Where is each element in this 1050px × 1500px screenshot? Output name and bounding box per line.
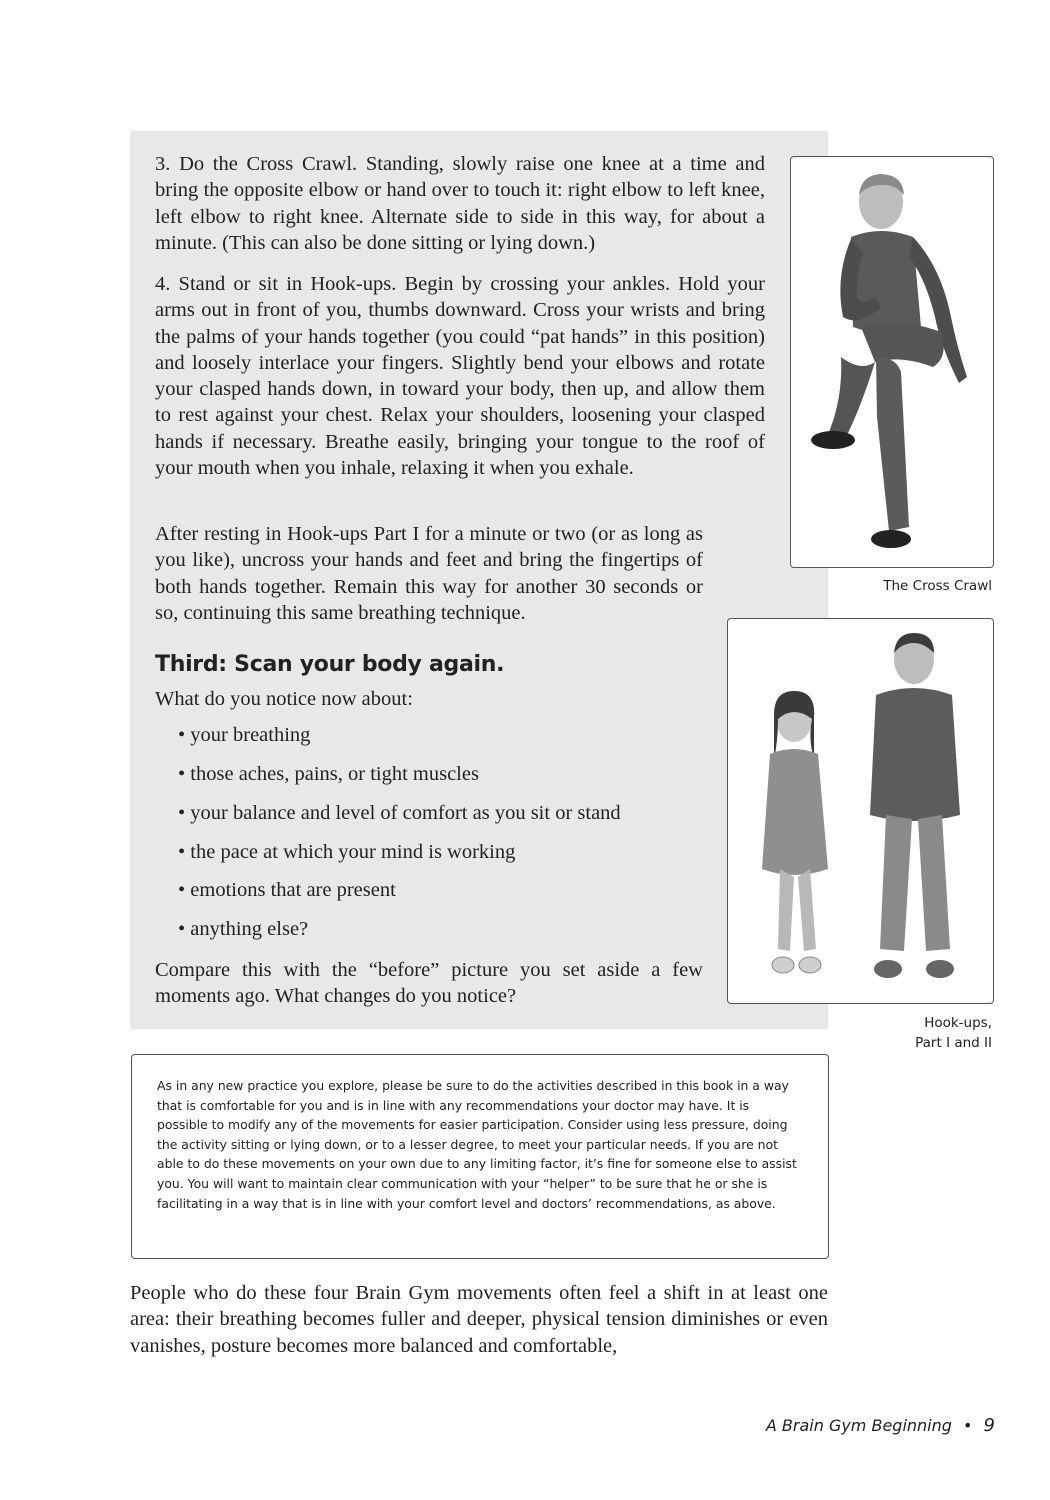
safety-note-text: As in any new practice you explore, please be sure to do the activities described in this book in a way that is comfortable for you and is in line with any recommendations your doctor may have. It is possible to modify any of the movements for easier participation. Consider using less pressure, doing the activity sitting or lying down, or to a lesser degree, to meet your particular needs. If you are not able to do these movements on your own due to any limiting factor, it’s fine for someone else to assist you. You will want to maintain clear communication with your “helper” to be sure that he or she is facilitating in a way that is in line with your comfort level and doctors’ recommendations, as above. bbox=[157, 1078, 797, 1211]
page-number: 9 bbox=[983, 1415, 995, 1436]
cross-crawl-illustration bbox=[791, 157, 993, 567]
cross-crawl-caption: The Cross Crawl bbox=[883, 578, 992, 594]
footer-separator: • bbox=[963, 1416, 973, 1435]
hookups-caption-line2: Part I and II bbox=[915, 1035, 992, 1051]
bullet-item: • your breathing bbox=[178, 724, 311, 746]
step-4-paragraph: 4. Stand or sit in Hook-ups. Begin by crossing your ankles. Hold your arms out in front of you, thumbs downward. Cross your wrists and bring the palms of your hands together (you could “pat hands” in this position) and loosely interlace your fingers. Slightly bend your elbows and rotate your clasped hands down, in toward your body, then up, and allow them to rest against your chest. Relax your shoulders, loosening your clasped hands if necessary. Breathe easily, bringing your tongue to the roof of your mouth when you inhale, relaxing it when you exhale. bbox=[155, 273, 765, 480]
body-paragraph: People who do these four Brain Gym movements often feel a shift in at least one area: their breathing becomes fuller and deeper, physical tension diminishes or even vanishes, posture becomes more balanced and comfortable, bbox=[130, 1282, 828, 1357]
hookups-caption-line1: Hook-ups, bbox=[924, 1015, 992, 1031]
bullet-item: • the pace at which your mind is working bbox=[178, 841, 516, 863]
step-3-paragraph: 3. Do the Cross Crawl. Standing, slowly raise one knee at a time and bring the opposite elbow or hand over to touch it: right elbow to left knee, left elbow to right knee. Alternate side to side in this way, for about a minute. (This can also be done sitting or lying down.) bbox=[155, 153, 765, 254]
hookups-illustration bbox=[728, 619, 993, 1003]
bullet-item: • emotions that are present bbox=[178, 879, 396, 901]
running-title: A Brain Gym Beginning bbox=[765, 1416, 952, 1435]
bullet-item: • anything else? bbox=[178, 918, 309, 940]
bullet-item: • your balance and level of comfort as you sit or stand bbox=[178, 802, 621, 824]
after-resting-paragraph: After resting in Hook-ups Part I for a minute or two (or as long as you like), uncross your hands and feet and bring the fingertips of both hands together. Remain this way for another 30 seconds or so, continuing this same breathing technique. bbox=[155, 523, 703, 624]
page-footer bbox=[766, 1415, 995, 1436]
section-heading: Third: Scan your body again. bbox=[155, 652, 505, 677]
bullet-item: • those aches, pains, or tight muscles bbox=[178, 763, 479, 785]
scan-intro: What do you notice now about: bbox=[155, 688, 413, 710]
cross-crawl-photo bbox=[790, 156, 994, 568]
compare-paragraph: Compare this with the “before” picture you set aside a few moments ago. What changes do you notice? bbox=[155, 959, 703, 1008]
hookups-photo bbox=[727, 618, 994, 1004]
